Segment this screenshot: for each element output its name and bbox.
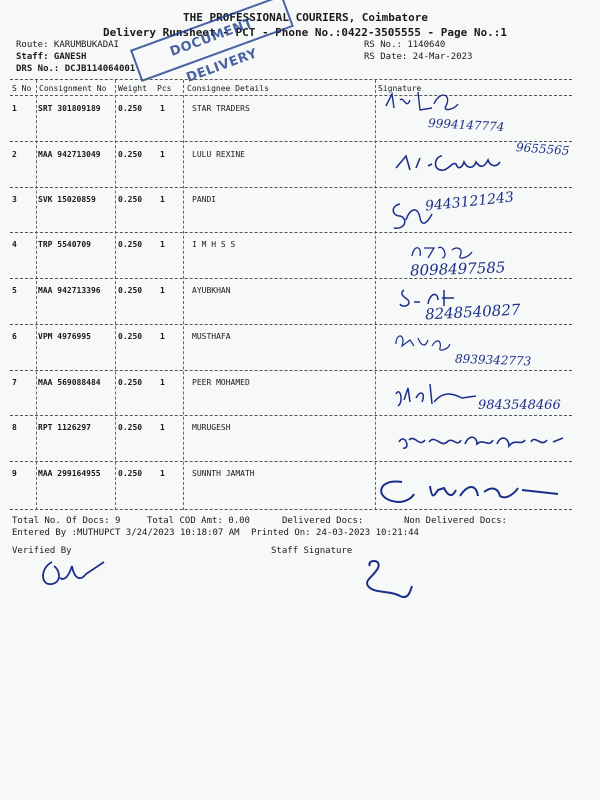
row-consignment: MAA 942713049 bbox=[38, 150, 101, 159]
row-sno: 6 bbox=[12, 332, 17, 341]
col-consignment: Consignment No bbox=[39, 84, 107, 93]
col-signature: Signature bbox=[378, 84, 422, 93]
signature-3 bbox=[388, 198, 436, 234]
col-divider bbox=[115, 80, 116, 510]
row-rule bbox=[10, 324, 572, 325]
row-consignee: MURUGESH bbox=[192, 423, 231, 432]
rs-number: RS No.: 1140640 bbox=[364, 40, 446, 50]
total-docs: Total No. Of Docs: 9 bbox=[12, 516, 121, 526]
row-weight: 0.250 bbox=[118, 332, 143, 341]
col-divider bbox=[36, 80, 37, 510]
row-sno: 9 bbox=[12, 469, 17, 478]
row-weight: 0.250 bbox=[118, 286, 143, 295]
total-cod: Total COD Amt: 0.00 bbox=[147, 516, 250, 526]
signature-2 bbox=[392, 142, 517, 180]
row-weight: 0.250 bbox=[118, 104, 143, 113]
col-sno: S No bbox=[12, 84, 32, 93]
row-rule bbox=[10, 187, 572, 188]
row-consignee: LULU REXINE bbox=[192, 150, 245, 159]
row-sno: 2 bbox=[12, 150, 17, 159]
handwritten-phone: 9443121243 bbox=[424, 189, 515, 215]
delivered-docs: Delivered Docs: bbox=[282, 516, 364, 526]
row-sno: 7 bbox=[12, 378, 17, 387]
row-consignment: MAA 942713396 bbox=[38, 286, 101, 295]
row-weight: 0.250 bbox=[118, 195, 143, 204]
verified-by-signature bbox=[38, 552, 108, 592]
col-divider bbox=[183, 80, 184, 510]
printed-on: Printed On: 24-03-2023 10:21:44 bbox=[251, 528, 419, 538]
handwritten-phone: 8248540827 bbox=[424, 300, 521, 324]
row-consignment: RPT 1126297 bbox=[38, 423, 91, 432]
row-sno: 4 bbox=[12, 240, 17, 249]
row-pcs: 1 bbox=[160, 195, 165, 204]
row-pcs: 1 bbox=[160, 150, 165, 159]
company-name: THE PROFESSIONAL COURIERS, Coimbatore bbox=[183, 11, 429, 24]
rs-date: RS Date: 24-Mar-2023 bbox=[364, 52, 473, 62]
row-pcs: 1 bbox=[160, 240, 165, 249]
row-consignee: SUNNTH JAMATH bbox=[192, 469, 255, 478]
handwritten-phone: 8939342773 bbox=[454, 351, 532, 369]
signature-7 bbox=[392, 380, 480, 414]
staff-signature-label: Staff Signature bbox=[271, 546, 353, 556]
handwritten-phone: 9994147774 bbox=[427, 116, 505, 134]
handwritten-phone: 9843548466 bbox=[478, 398, 561, 413]
drs-number: DRS No.: DCJB114064001 bbox=[16, 64, 136, 74]
handwritten-phone: 8098497585 bbox=[409, 258, 506, 280]
row-pcs: 1 bbox=[160, 332, 165, 341]
row-weight: 0.250 bbox=[118, 423, 143, 432]
row-pcs: 1 bbox=[160, 469, 165, 478]
row-sno: 8 bbox=[12, 423, 17, 432]
row-consignment: VPM 4976995 bbox=[38, 332, 91, 341]
row-consignee: PANDI bbox=[192, 195, 217, 204]
row-weight: 0.250 bbox=[118, 240, 143, 249]
row-sno: 3 bbox=[12, 195, 17, 204]
row-consignment: TRP 5540709 bbox=[38, 240, 91, 249]
col-divider bbox=[375, 80, 376, 510]
row-pcs: 1 bbox=[160, 423, 165, 432]
row-consignment: SVK 15020859 bbox=[38, 195, 96, 204]
row-consignment: MAA 299164955 bbox=[38, 469, 101, 478]
row-consignee: I M H S S bbox=[192, 240, 236, 249]
row-rule bbox=[10, 278, 572, 279]
verified-by-label: Verified By bbox=[12, 546, 72, 556]
row-consignee: PEER MOHAMED bbox=[192, 378, 250, 387]
signature-8 bbox=[395, 428, 575, 454]
row-consignment: SRT 301809189 bbox=[38, 104, 101, 113]
row-rule bbox=[10, 461, 572, 462]
runsheet-title: Delivery Runsheet - PCT - Phone No.:0422-3505555 - Page No.:1 bbox=[103, 26, 507, 39]
table-top-rule bbox=[10, 79, 572, 80]
row-rule bbox=[10, 415, 572, 416]
row-consignee: STAR TRADERS bbox=[192, 104, 250, 113]
row-weight: 0.250 bbox=[118, 150, 143, 159]
header-rule bbox=[10, 95, 572, 96]
staff: Staff: GANESH bbox=[16, 52, 87, 62]
document-delivery-stamp: DOCUMENT DELIVERY bbox=[130, 0, 294, 82]
signature-6 bbox=[392, 330, 452, 352]
handwritten-phone: 9655565 bbox=[515, 140, 570, 158]
row-pcs: 1 bbox=[160, 286, 165, 295]
row-rule bbox=[10, 232, 572, 233]
signature-5 bbox=[398, 284, 462, 310]
row-weight: 0.250 bbox=[118, 378, 143, 387]
row-rule bbox=[10, 370, 572, 371]
row-sno: 5 bbox=[12, 286, 17, 295]
row-pcs: 1 bbox=[160, 378, 165, 387]
non-delivered-docs: Non Delivered Docs: bbox=[404, 516, 507, 526]
signature-9 bbox=[372, 472, 562, 512]
staff-signature bbox=[360, 556, 420, 604]
signature-1 bbox=[382, 86, 462, 116]
row-weight: 0.250 bbox=[118, 469, 143, 478]
row-sno: 1 bbox=[12, 104, 17, 113]
entered-by: Entered By :MUTHUPCT 3/24/2023 10:18:07 AM bbox=[12, 528, 240, 538]
col-consignee: Consignee Details bbox=[187, 84, 269, 93]
row-pcs: 1 bbox=[160, 104, 165, 113]
row-consignment: MAA 569088484 bbox=[38, 378, 101, 387]
route: Route: KARUMBUKADAI bbox=[16, 40, 119, 50]
row-consignee: MUSTHAFA bbox=[192, 332, 231, 341]
row-consignee: AYUBKHAN bbox=[192, 286, 231, 295]
signature-4 bbox=[408, 240, 498, 262]
col-pcs: Pcs bbox=[157, 84, 172, 93]
col-weight: Weight bbox=[118, 84, 147, 93]
